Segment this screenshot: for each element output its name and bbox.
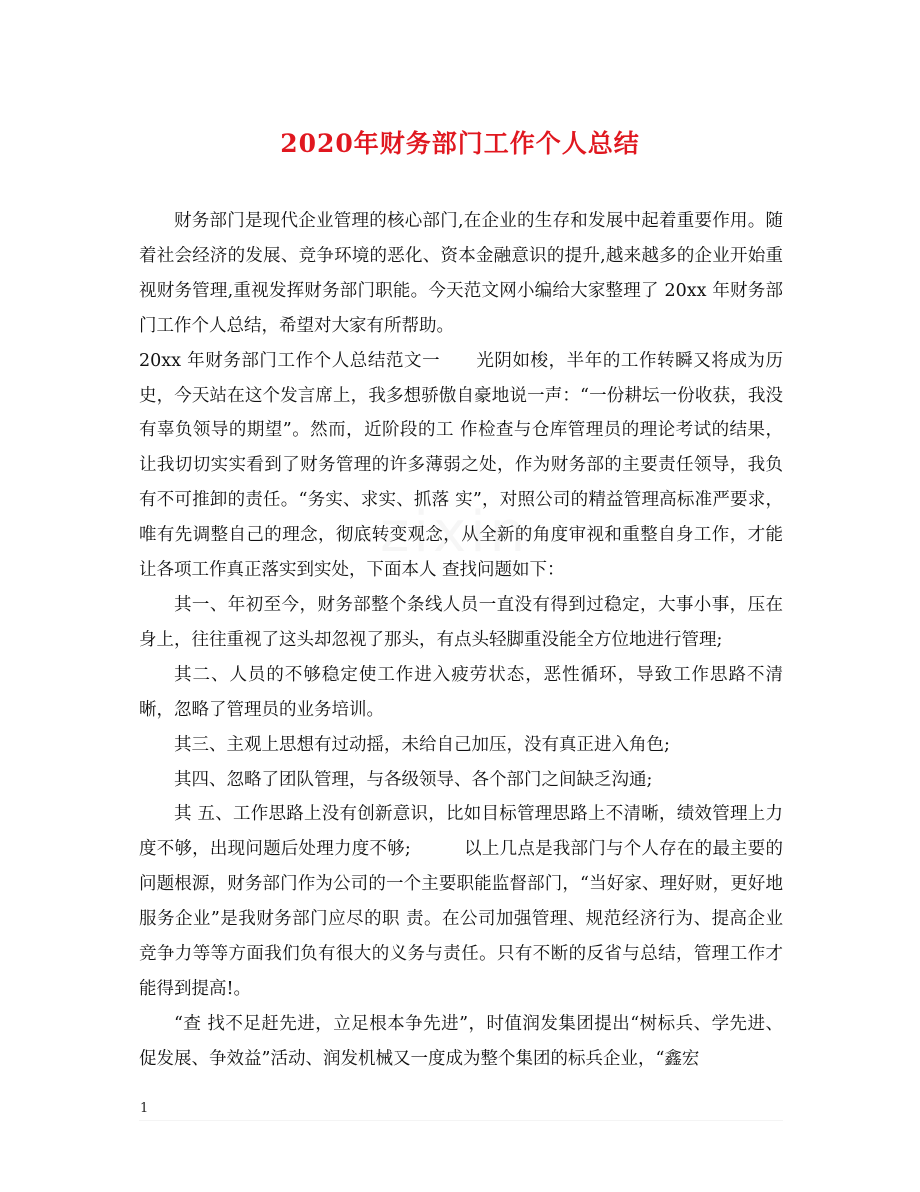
document-title: 2020年财务部门工作个人总结: [280, 129, 640, 158]
document-body: [139, 204, 783, 1077]
paragraph-item-3: 其三、主观上思想有过动摇，未给自己加压，没有真正进入角色;: [174, 734, 670, 755]
footer-divider: [139, 1120, 783, 1121]
paragraph-item-4: 其四、忽略了团队管理，与各级领导、各个部门之间缺乏沟通;: [174, 769, 653, 790]
paragraph-intro: 财务部门是现代企业管理的核心部门,在企业的生存和发展中起着重要作用。随着社会经济的发展、竞争环境的恶化、资本金融意识的提升,越来越多的企业开始重视财务管理,重视发挥财务部门职能。今天范文网小编给大家整理了 20xx 年财务部门工作个人总结，希望对大家有所帮助。: [139, 211, 783, 336]
paragraph-fanwen-1: 20xx 年财务部门工作个人总结范文一 光阴如梭，半年的工作转瞬又将成为历史，今天站在这个发言席上，我多想骄傲自豪地说一声：“一份耕坛一份收获，我没有辜负领导的期望”。然而，近阶段的工 作检查与仓库管理员的理论考试的结果，让我切切实实看到了财务管理的许多薄弱之处，作为财务部的主要责任领导，我负有不可推卸的责任。“务实、求实、抓落 实”，对照公司的精益管理高标准严要求，唯有先调整自己的理念，彻底转变观念，从全新的角度审视和重整自身工作，才能让各项工作真正落实到实处，下面本人 查找问题如下：: [139, 350, 783, 581]
page-number: 1: [140, 1101, 149, 1116]
paragraph-item-2: 其二、人员的不够稳定使工作进入疲劳状态，恶性循环，导致工作思路不清晰，忽略了管理员的业务培训。: [139, 664, 783, 720]
paragraph-continuation: “查 找不足赶先进，立足根本争先进”，时值润发集团提出“树标兵、学先进、促发展、争效益”活动、润发机械又一度成为整个集团的标兵企业，“鑫宏: [139, 1013, 783, 1069]
paragraph-item-1: 其一、年初至今，财务部整个条线人员一直没有得到过稳定，大事小事，压在身上，往往重视了这头却忽视了那头，有点头轻脚重没能全方位地进行管理;: [139, 594, 783, 650]
paragraph-item-5: 其 五、工作思路上没有创新意识，比如目标管理思路上不清晰，绩效管理上力度不够，出现问题后处理力度不够; 以上几点是我部门与个人存在的最主要的问题根源，财务部门作为公司的一个主要职能监督部门，“当好家、理好财，更好地服务企业”是我财务部门应尽的职 责。在公司加强管理、规范经济行为、提高企业竞争力等等方面我们负有很大的义务与责任。只有不断的反省与总结，管理工作才能得到提高!。: [139, 804, 783, 999]
